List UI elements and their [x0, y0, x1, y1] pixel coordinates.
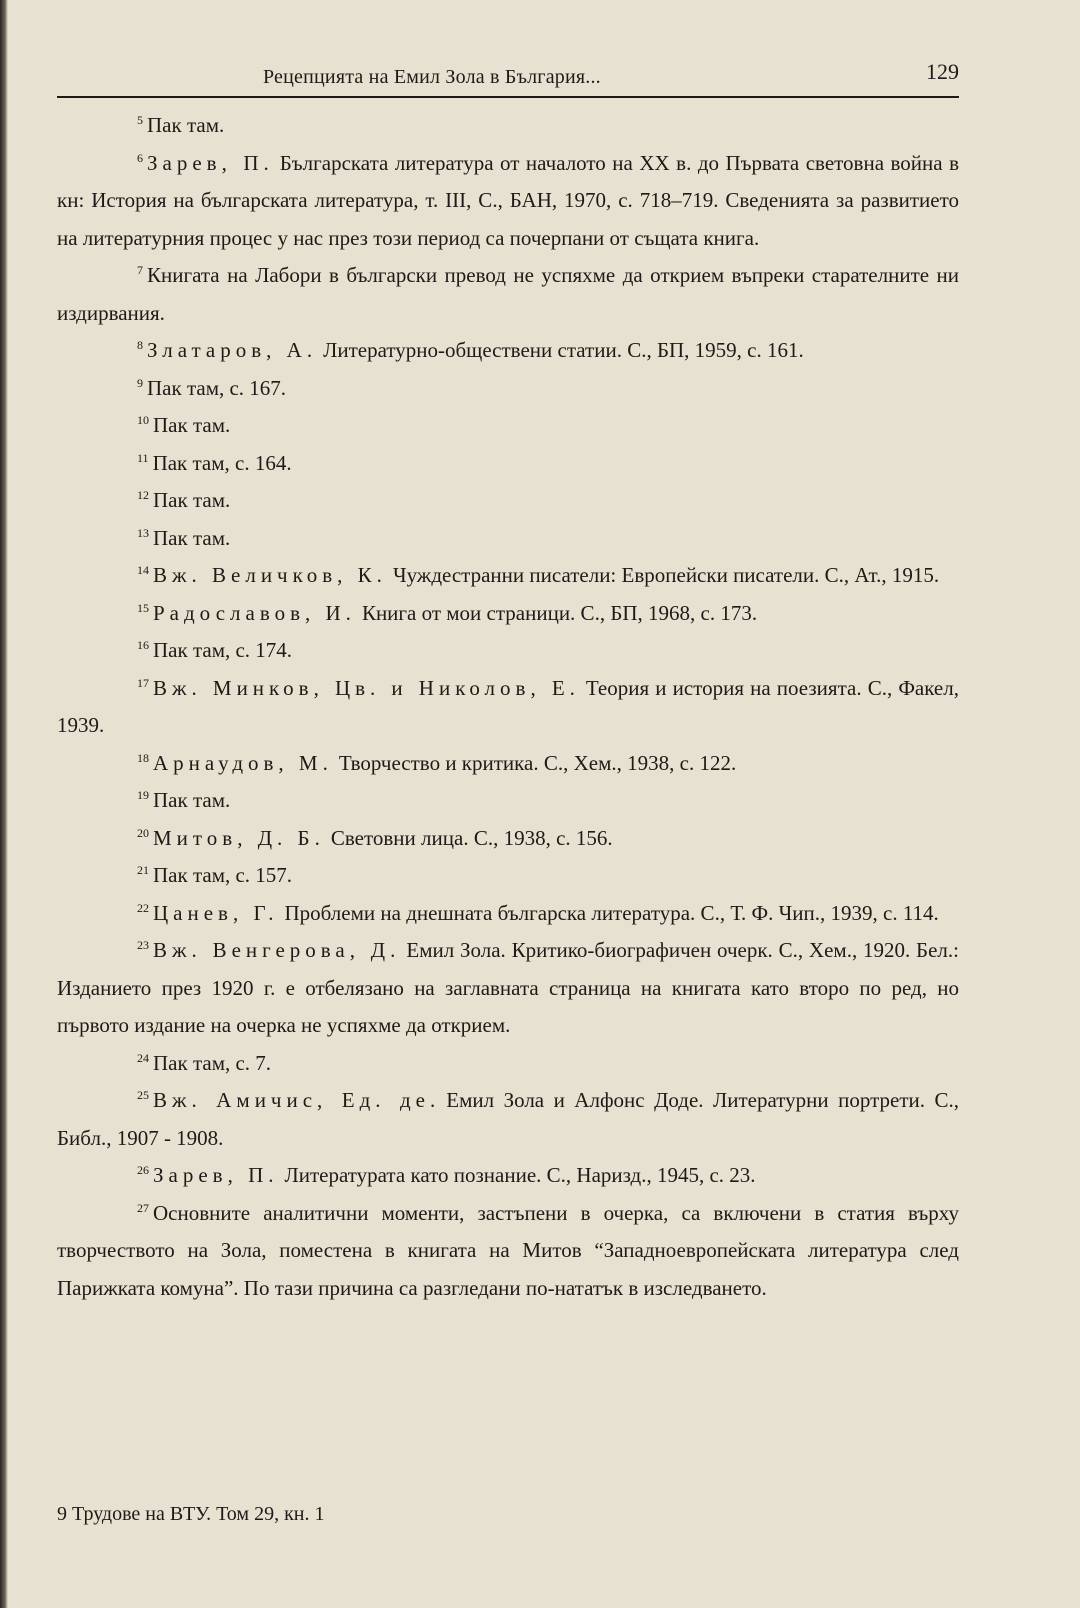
footnote-text: Проблеми на днешната българска литература. С., Т. Ф. Чип., 1939, с. 114. [284, 900, 939, 925]
footnote-text: Българската литература от началото на XX в. до Първата световна война в кн: История на българската литература, т. III, С., БАН, 1970, с. 718–719. Сведенията за развитието на литературния процес у нас през този период са почерпани от същата книга. [57, 150, 959, 250]
footnote-author: Златаров, А. [147, 338, 318, 362]
footnote [57, 445, 959, 483]
page-number: 129 [926, 59, 959, 84]
footnote-text: Книгата на Лабори в български превод не успяхме да открием въпреки старателните ни издирвания. [57, 263, 959, 325]
footnote-number: 27 [137, 1200, 149, 1215]
footnote [57, 632, 959, 670]
footnote-text: Пак там, с. 157. [153, 863, 293, 887]
footnote-author: Арнаудов, М. [153, 750, 333, 775]
footnote [57, 1045, 959, 1083]
footnote [57, 745, 959, 783]
page-header [57, 55, 959, 99]
running-title: Рецепцията на Емил Зола в България... [263, 66, 601, 88]
footnote [57, 820, 959, 858]
footnote-number: 17 [137, 675, 149, 690]
footnote-text: Световни лица. С., 1938, с. 156. [330, 825, 613, 850]
footnote-text: Пак там. [147, 113, 225, 137]
footnote-number: 26 [137, 1163, 149, 1177]
footnote [57, 1195, 959, 1308]
footnote-number: 9 [137, 375, 143, 390]
footnote-author: Вж. Венгерова, Д. [153, 938, 401, 962]
footnote-text: Пак там, с. 174. [153, 638, 293, 662]
footnote [57, 257, 959, 332]
footnote [57, 595, 959, 633]
footnote-number: 8 [137, 338, 143, 352]
footnote-text: Литературата като познание. С., Наризд., 1945, с. 23. [284, 1163, 756, 1187]
footnote [57, 1082, 959, 1157]
footnote-number: 23 [137, 938, 149, 952]
footnote-text: Пак там, с. 167. [147, 375, 287, 400]
footnote-author: Митов, Д. Б. [153, 825, 325, 850]
footnote-text: Теория и история на поезията. С., Факел, 1939. [57, 675, 959, 737]
footnote-number: 5 [137, 113, 143, 127]
footnote-number: 25 [137, 1088, 149, 1102]
footnote-text: Чуждестранни писатели: Европейски писатели. С., Ат., 1915. [392, 563, 940, 587]
footnote-text: Книга от мои страници. С., БП, 1968, с. 173. [361, 600, 758, 625]
footnote-number: 19 [137, 788, 149, 802]
footnote-text: Пак там. [153, 488, 231, 512]
footnote [57, 107, 959, 145]
footnote-number: 12 [137, 488, 149, 502]
footnote-text: Творчество и критика. С., Хем., 1938, с. 122. [338, 750, 737, 775]
footnote-author: Радославов, И. [153, 600, 356, 625]
footnote-number: 11 [137, 450, 149, 465]
footnote-number: 6 [137, 150, 143, 165]
footnote-text: Емил Зола. Критико-биографичен очерк. С., Хем., 1920. Бел.: Изданието през 1920 г. е отбелязано на заглавната страница на книгата като второ по ред, но първото издание на очерка не успяхме да открием. [57, 938, 959, 1037]
footnote-number: 13 [137, 525, 149, 540]
footnote-text: Пак там, с. 164. [152, 450, 292, 475]
footnote-number: 18 [137, 750, 149, 765]
footnote-number: 21 [137, 863, 149, 877]
footnote-number: 24 [137, 1050, 149, 1065]
footnote [57, 932, 959, 1045]
footnote [57, 782, 959, 820]
footnote-number: 15 [137, 600, 149, 615]
footnote [57, 1157, 959, 1195]
footnote [57, 857, 959, 895]
footnote [57, 520, 959, 558]
footnote-text: Литературно-обществени статии. С., БП, 1959, с. 161. [323, 338, 804, 362]
footnote-number: 10 [137, 413, 149, 427]
footnote-text: Пак там. [153, 413, 231, 437]
footnote [57, 407, 959, 445]
footnote-text: Основните аналитични моменти, застъпени в очерка, са включени в статия върху творчеството на Зола, поместена в книгата на Митов “Западноевропейската литература след Парижката комуна”. По тази причина са разгледани по-нататък в изследването. [57, 1200, 959, 1300]
footnote-number: 20 [137, 825, 149, 840]
footnote-text: Пак там, с. 7. [153, 1050, 272, 1075]
footnote [57, 145, 959, 258]
signature-footer: 9 Трудове на ВТУ. Том 29, кн. 1 [57, 1503, 325, 1525]
footnote-author: Вж. Минков, Цв. и Николов, Е. [153, 675, 580, 700]
footnote [57, 557, 959, 595]
footnote [57, 670, 959, 745]
footnote-number: 22 [137, 900, 149, 915]
footnote-author: Зарев, П. [147, 150, 274, 175]
footnote-text: Пак там. [153, 788, 231, 812]
footnote-number: 7 [137, 263, 143, 277]
book-binding-edge [0, 0, 8, 1608]
header-rule [57, 96, 959, 98]
footnote-author: Вж. Амичис, Ед. де. [153, 1088, 441, 1112]
footnote-author: Зарев, П. [153, 1163, 279, 1187]
footnote [57, 895, 959, 933]
footnote-text: Емил Зола и Алфонс Доде. Литературни портрети. С., Библ., 1907 - 1908. [57, 1088, 959, 1150]
footnote [57, 370, 959, 408]
footnote-text: Пак там. [153, 525, 231, 550]
footnote [57, 332, 959, 370]
footnote-number: 14 [137, 563, 149, 577]
footnote-author: Цанев, Г. [153, 900, 279, 925]
footnotes-list [57, 107, 959, 1307]
footnote-number: 16 [137, 638, 149, 652]
footnote [57, 482, 959, 520]
footnote-author: Вж. Величков, К. [153, 563, 387, 587]
